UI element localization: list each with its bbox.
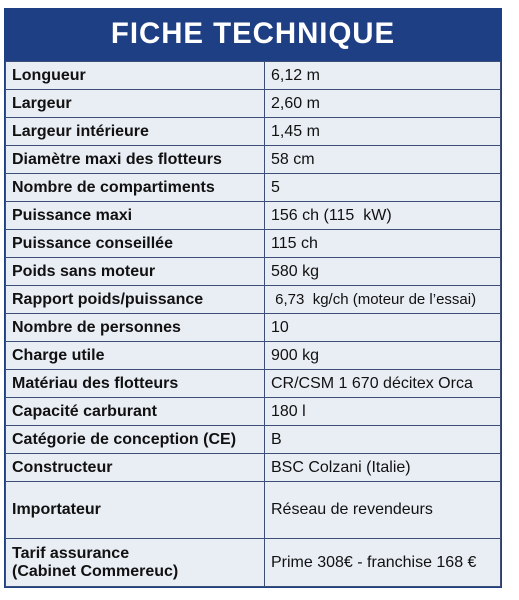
row-label: Diamètre maxi des flotteurs [6, 146, 265, 174]
row-label: Capacité carburant [6, 398, 265, 426]
spec-sheet [4, 8, 502, 588]
table-row [6, 62, 501, 90]
table-row [6, 174, 501, 202]
row-label: Puissance maxi [6, 202, 265, 230]
table-row [6, 258, 501, 286]
row-label: Puissance conseillée [6, 230, 265, 258]
row-value: 5 [265, 174, 501, 202]
row-value: Prime 308€ - franchise 168 € [265, 539, 501, 587]
row-value: 180 l [265, 398, 501, 426]
row-label: Charge utile [6, 342, 265, 370]
table-row [6, 482, 501, 539]
table-row [6, 286, 501, 314]
row-value: 6,73 kg/ch (moteur de l’essai) [265, 286, 501, 314]
table-row [6, 370, 501, 398]
row-label-line: Tarif assurance [12, 544, 130, 562]
row-label: Nombre de personnes [6, 314, 265, 342]
row-label: Rapport poids/puissance [6, 286, 265, 314]
row-value: BSC Colzani (Italie) [265, 454, 501, 482]
row-label: Largeur [6, 90, 265, 118]
table-row [6, 539, 501, 587]
table-row [6, 230, 501, 258]
table-row [6, 398, 501, 426]
row-value: 900 kg [265, 342, 501, 370]
table-row [6, 342, 501, 370]
row-label: Longueur [6, 62, 265, 90]
row-value: 58 cm [265, 146, 501, 174]
row-label-line: (Cabinet Commereuc) [12, 562, 179, 580]
table-row [6, 314, 501, 342]
table-row [6, 90, 501, 118]
row-value: 156 ch (115 kW) [265, 202, 501, 230]
row-label: Constructeur [6, 454, 265, 482]
row-value: 115 ch [265, 230, 501, 258]
row-value: 580 kg [265, 258, 501, 286]
table-row [6, 146, 501, 174]
row-value: 2,60 m [265, 90, 501, 118]
row-label-multiline [6, 539, 265, 587]
row-label: Matériau des flotteurs [6, 370, 265, 398]
sheet-title: FICHE TECHNIQUE [110, 17, 396, 50]
row-label: Nombre de compartiments [6, 174, 265, 202]
row-value: B [265, 426, 501, 454]
spec-table [5, 61, 501, 587]
row-label: Importateur [6, 482, 265, 539]
row-value: 6,12 m [265, 62, 501, 90]
title-banner [5, 9, 501, 61]
row-label: Poids sans moteur [6, 258, 265, 286]
row-label: Largeur intérieure [6, 118, 265, 146]
row-value: Réseau de revendeurs [265, 482, 501, 539]
row-value: 1,45 m [265, 118, 501, 146]
table-row [6, 202, 501, 230]
row-value: CR/CSM 1 670 décitex Orca [265, 370, 501, 398]
row-label: Catégorie de conception (CE) [6, 426, 265, 454]
row-value: 10 [265, 314, 501, 342]
table-row [6, 454, 501, 482]
table-row [6, 426, 501, 454]
table-row [6, 118, 501, 146]
